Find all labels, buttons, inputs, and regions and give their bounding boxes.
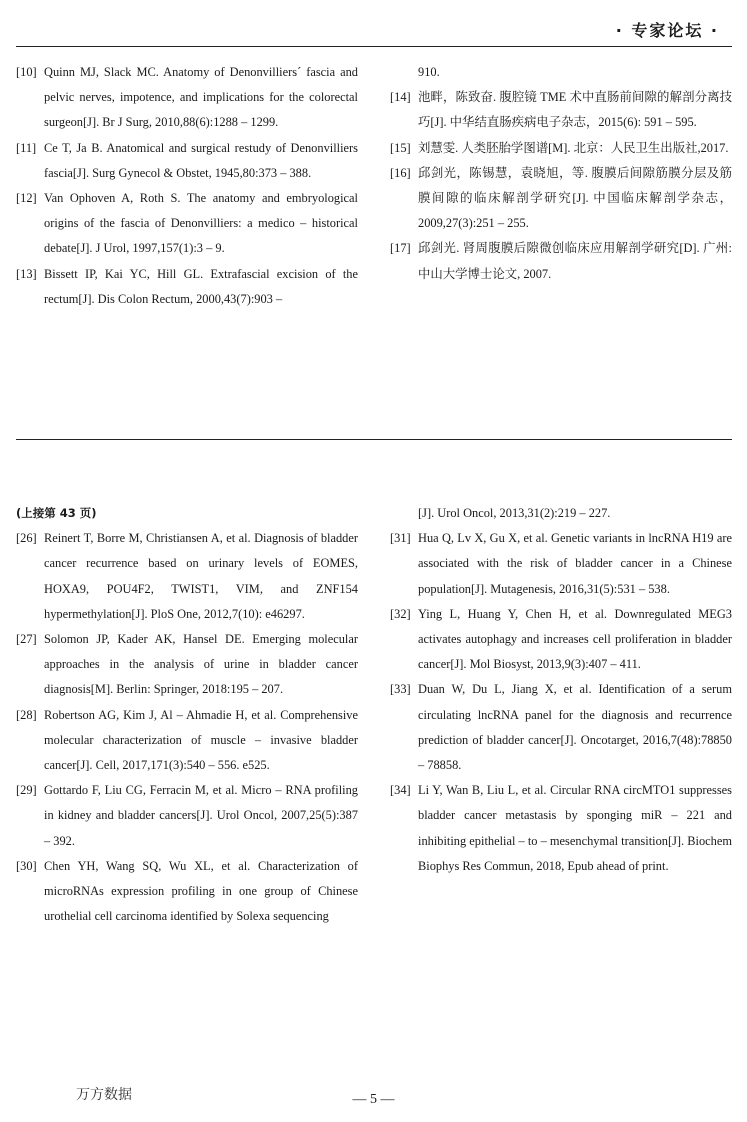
reference-number: [12] <box>16 191 37 206</box>
top-right-column <box>390 60 732 287</box>
reference-text: 刘慧雯. 人类胚胎学图谱[M]. 北京：人民卫生出版社,2017. <box>418 140 729 155</box>
reference-text: 邱剑光. 肾周腹膜后隙微创临床应用解剖学研究[D]. 广州:中山大学博士论文, 2007. <box>418 241 732 281</box>
reference-number: [27] <box>16 632 37 647</box>
reference-item <box>16 526 358 627</box>
reference-number: [15] <box>390 140 411 155</box>
reference-number: [32] <box>390 606 411 621</box>
watermark-brand: 万方数据 <box>76 1087 132 1103</box>
reference-item <box>16 703 358 779</box>
reference-number: [10] <box>16 65 37 79</box>
reference-item <box>390 85 732 135</box>
continued-reference-text: 910. <box>418 65 440 79</box>
reference-text: Quinn MJ, Slack MC. Anatomy of Denonvilliers´ fascia and pelvic nerves, impotence, and implications for the colorectal surgeon[J]. Br J Surg, 2010,88(6):1288 – 1299. <box>44 65 358 130</box>
reference-text: Solomon JP, Kader AK, Hansel DE. Emerging molecular approaches in the analysis of urine in bladder cancer diagnosis[M]. Berlin: Springer, 2018:195 – 207. <box>44 632 358 697</box>
reference-text: Hua Q, Lv X, Gu X, et al. Genetic variants in lncRNA H19 are associated with the risk of bladder cancer in a Chinese population[J]. Mutagenesis, 2016,31(5):531 – 538. <box>418 531 732 596</box>
reference-item <box>390 161 732 237</box>
reference-text: Gottardo F, Liu CG, Ferracin M, et al. Micro – RNA profiling in kidney and bladder cancers[J]. Urol Oncol, 2007,25(5):387 – 392. <box>44 783 358 848</box>
reference-number: [28] <box>16 707 37 722</box>
reference-number: [33] <box>390 682 411 697</box>
reference-number: [17] <box>390 241 411 256</box>
reference-number: [31] <box>390 531 411 546</box>
reference-number: [16] <box>390 165 411 180</box>
reference-item <box>390 526 732 602</box>
reference-item <box>16 627 358 703</box>
reference-item <box>390 778 732 879</box>
continued-from-label: (上接第 43 页) <box>16 506 97 520</box>
reference-text: Duan W, Du L, Jiang X, et al. Identification of a serum circulating lncRNA panel for the diagnosis and recurrence prediction of bladder cancer[J]. Oncotarget, 2016,7(48):78850 – 78858. <box>418 682 732 773</box>
reference-item <box>16 778 358 854</box>
reference-text: 池畔，陈致奋. 腹腔镜 TME 术中直肠前间隙的解剖分离技巧[J]. 中华结直肠疾病电子杂志，2015(6): 591 – 595. <box>418 90 732 130</box>
reference-item <box>390 602 732 678</box>
reference-text: Ying L, Huang Y, Chen H, et al. Downregulated MEG3 activates autophagy and increases cell proliferation in bladder cancer[J]. Mol Biosyst, 2013,9(3):407 – 411. <box>418 606 732 672</box>
reference-number: [29] <box>16 783 37 798</box>
reference-text: Ce T, Ja B. Anatomical and surgical restudy of Denonvilliers fascia[J]. Surg Gynecol & Obstet, 1945,80:373 – 388. <box>44 140 358 180</box>
reference-item <box>16 854 358 930</box>
header-rule <box>16 46 732 47</box>
page-number: — 5 — <box>352 1092 395 1107</box>
top-left-column <box>16 60 358 312</box>
reference-number: [34] <box>390 783 411 798</box>
reference-item <box>390 677 732 778</box>
reference-number: [30] <box>16 858 37 873</box>
section-divider-rule <box>16 439 732 440</box>
reference-text: 邱剑光，陈锡慧，袁晓旭，等. 腹膜后间隙筋膜分层及筋膜间隙的临床解剖学研究[J]. 中国临床解剖学杂志，2009,27(3):251 – 255. <box>418 165 732 231</box>
reference-number: [14] <box>390 90 411 105</box>
reference-text: Li Y, Wan B, Liu L, et al. Circular RNA circMTO1 suppresses bladder cancer metastasis by sponging miR – 221 and inhibiting epithelial – to – mesenchymal transition[J]. Biochem Biophys Res Commun, 2018, Epub ahead of print. <box>418 783 732 873</box>
reference-item <box>16 262 358 312</box>
reference-number: [11] <box>16 140 37 155</box>
reference-item <box>16 60 358 136</box>
reference-text: Chen YH, Wang SQ, Wu XL, et al. Characterization of microRNAs expression profiling in one group of Chinese urothelial cell carcinoma identified by Solexa sequencing <box>44 858 358 924</box>
reference-number: [26] <box>16 531 37 546</box>
bottom-left-column <box>16 501 358 929</box>
reference-text: Bissett IP, Kai YC, Hill GL. Extrafascial excision of the rectum[J]. Dis Colon Rectum, 2000,43(7):903 – <box>44 266 358 306</box>
reference-item <box>16 136 358 186</box>
reference-text: Robertson AG, Kim J, Al – Ahmadie H, et al. Comprehensive molecular characterization of muscle – invasive bladder cancer[J]. Cell, 2017,171(3):540 – 556. e525. <box>44 707 358 773</box>
reference-item <box>390 136 732 161</box>
journal-section-title: · 专家论坛 · <box>615 21 719 40</box>
reference-text: Van Ophoven A, Roth S. The anatomy and embryological origins of the fascia of Denonvilliers: a medico – historical debate[J]. J Urol, 1997,157(1):3 – 9. <box>44 191 358 256</box>
reference-number: [13] <box>16 266 37 281</box>
continued-reference-text: [J]. Urol Oncol, 2013,31(2):219 – 227. <box>418 506 611 520</box>
reference-item <box>390 236 732 286</box>
reference-item <box>16 186 358 262</box>
bottom-right-column <box>390 501 732 879</box>
reference-text: Reinert T, Borre M, Christiansen A, et al. Diagnosis of bladder cancer recurrence based on urinary levels of EOMES, HOXA9, POU4F2, TWIST1, VIM, and ZNF154 hypermethylation[J]. PloS One, 2012,7(10): e46297. <box>44 531 358 621</box>
